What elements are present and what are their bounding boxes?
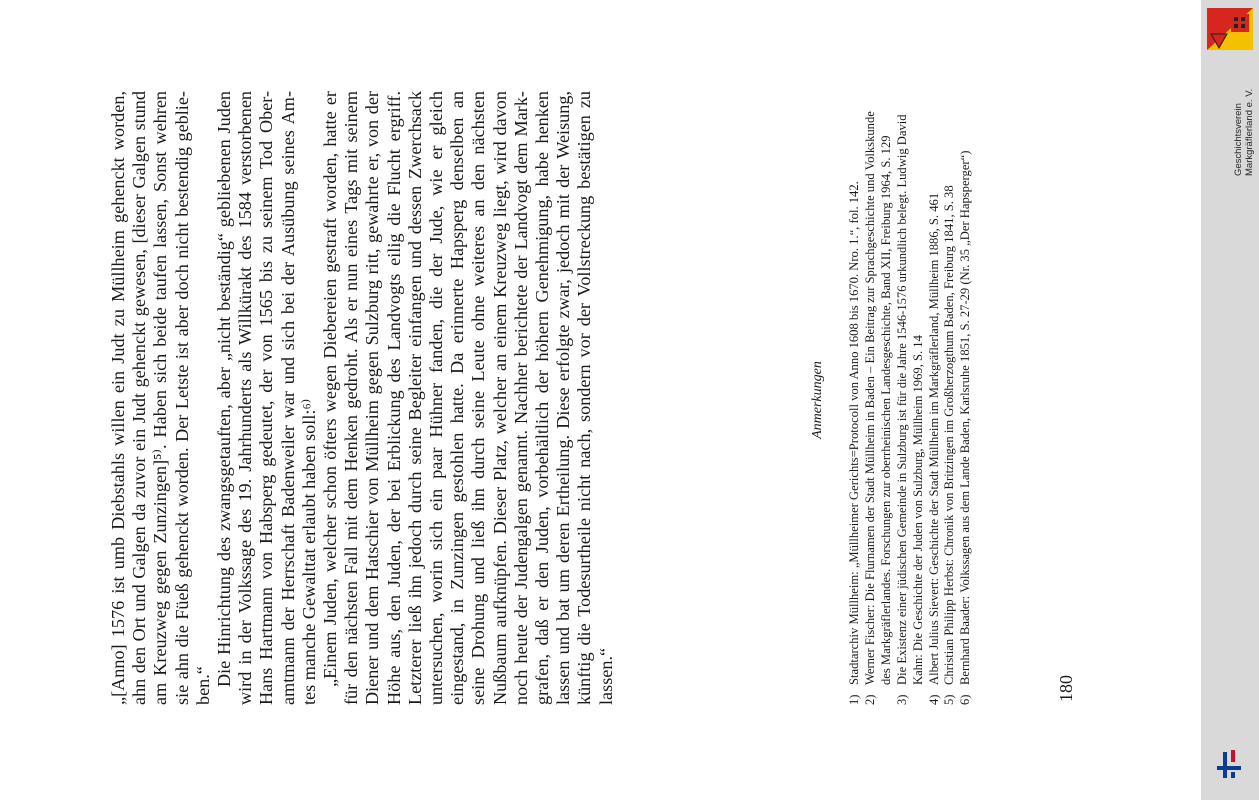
text-line: lassen und bat um deren Ertheilung. Diese erfolgte zwar, jedoch mit der Weisung,	[553, 91, 574, 705]
footnote-number: 1)	[847, 694, 861, 705]
paragraph	[320, 91, 617, 705]
text-line: grafen, daß er den Juden, vorbehältlich der höhern Genehmigung, habe henken	[532, 91, 553, 705]
text-line: sie ahn die Füeß gehenckt worden. Der Letste ist aber doch nicht bestendig geblie-	[171, 91, 192, 705]
text-line: künftig die Todesurtheile nicht nach, sondern vor der Vollstreckung bestätigen zu	[574, 91, 595, 705]
text-line: Höhe aus, den Juden, der bei Erblickung des Landvogts eilig die Flucht ergriff.	[383, 91, 404, 705]
footnote-text: Christian Philipp Herbst: Chronik von Britzingen im Großherzogthum Baden, Freiburg 1841, S. 38	[942, 185, 957, 685]
text-line: ahn den Ort und Galgen da zuvor ein Judt gehenckt gewesen, [dieser Galgen stund	[129, 91, 150, 705]
text-line: amtmann der Herrschaft Badenweiler war und sich bei der Ausübung seines Am-	[277, 91, 298, 705]
footnote-text: Stadtarchiv Müllheim: „Müllheimer Gerichts=Protocoll von Anno 1608 bis 1670. Nro. 1.“, fol. 142.	[847, 181, 861, 685]
footnote	[942, 95, 958, 705]
footnote-text: Albert Julius Sievert: Geschichte der Stadt Müllheim im Markgräflerland, Müllheim 1886, S. 461	[926, 192, 941, 685]
text-line: „Einem Juden, welcher schon öfters wegen Diebereien gestraft worden, hatte er	[320, 91, 341, 687]
text-line: wird in der Volkssage des 19. Jahrhunderts als Willkürakt des 1584 verstorbenen	[235, 91, 256, 705]
verein-line2: Markgräflerland e. V.	[1244, 88, 1255, 176]
footnote	[927, 95, 943, 705]
footnote	[847, 95, 863, 705]
text-line: ben.“	[192, 666, 213, 705]
footnote	[863, 95, 895, 705]
footnote-number: 6)	[958, 694, 973, 705]
paragraph	[108, 91, 214, 705]
text-line: seine Drohung und ließ ihn durch seine Leute ohne weiteres an den nächsten	[468, 91, 489, 705]
text-line: noch heute der Judengalgen genannt. Nachher berichtete der Landvogt dem Mark-	[510, 91, 531, 705]
footnote	[958, 95, 974, 705]
text-line: für den nächsten Fall mit dem Henken gedroht. Als er nun eines Tags mit seinem	[341, 91, 362, 705]
paragraph	[214, 91, 320, 705]
ub-freiburg-logo-icon	[1215, 748, 1243, 780]
footnote-text: Bernhard Baader: Volkssagen aus dem Lande Baden, Karlsruhe 1851, S. 27-29 (Nr. 35 „Der Hapsperger“)	[958, 150, 973, 685]
footnote-text: Werner Fischer: Die Flurnamen der Stadt Müllheim in Baden – Ein Beitrag zur Sprachgeschichte und Volkskunde des Markgräflerlandes. Forschungen zur oberrheinischen Landesgeschichte, Band XII, Freiburg 1964, S. 129	[862, 111, 893, 685]
page-number: 180	[1056, 675, 1076, 702]
footnote-number: 5)	[942, 694, 957, 705]
coat-of-arms-icon	[1207, 8, 1253, 50]
text-line: lassen.“	[595, 647, 616, 705]
footnote-number: 2)	[862, 694, 877, 705]
verein-label	[1233, 56, 1257, 176]
text-line: Diener und dem Hatschier von Müllheim gegen Sulzburg ritt, gewahrte er, von der	[362, 91, 383, 705]
text-line: Nußbaum aufknüpfen. Dieser Platz, welcher an einem Kreuzweg liegt, wird davon	[489, 91, 510, 705]
footnotes	[847, 95, 974, 705]
body-text	[108, 91, 617, 705]
footnote-number: 4)	[926, 694, 941, 705]
text-line: eingestand, in Zunzingen gestohlen hatte. Da erinnerte Hapsperg denselben an	[447, 91, 468, 705]
text-line: am Kreuzweg gegen Zunzingen]⁵⁾. Haben sich beide taufen lassen, Sonst wehren	[150, 91, 171, 705]
text-line: Letzterer ließ ihn jedoch durch seine Begleiter einfangen und dessen Zwerchsack	[404, 91, 425, 705]
footnote	[895, 95, 927, 705]
verein-line1: Geschichtsverein	[1233, 103, 1244, 176]
text-line: Hans Hartmann von Habsperg gedeutet, der von 1565 bis zu seinem Tod Ober-	[256, 91, 277, 705]
footnote-number: 3)	[894, 694, 909, 705]
text-line: untersuchen, worin sich ein paar Hühner fanden, die der Jude, wie er gleich	[426, 91, 447, 705]
text-line: „[Anno] 1576 ist umb Diebstahls willen ein Judt zu Müllheim gehenckt worden,	[108, 91, 128, 705]
footnote-text: Die Existenz einer jüdischen Gemeinde in Sulzburg ist für die Jahre 1546-1576 urkundlich belegt. Ludwig David Kahn: Die Geschichte der Juden von Sulzburg, Müllheim 1969, S. 14	[894, 114, 925, 685]
text-line: Die Hinrichtung des zwangsgetauften, aber „nicht beständig“ gebliebenen Juden	[214, 91, 235, 687]
sidebar-strip	[1201, 0, 1259, 800]
footnotes-heading: Anmerkungen	[810, 361, 825, 439]
text-line: tes manche Gewalttat erlaubt haben soll:⁶⁾	[298, 398, 319, 705]
